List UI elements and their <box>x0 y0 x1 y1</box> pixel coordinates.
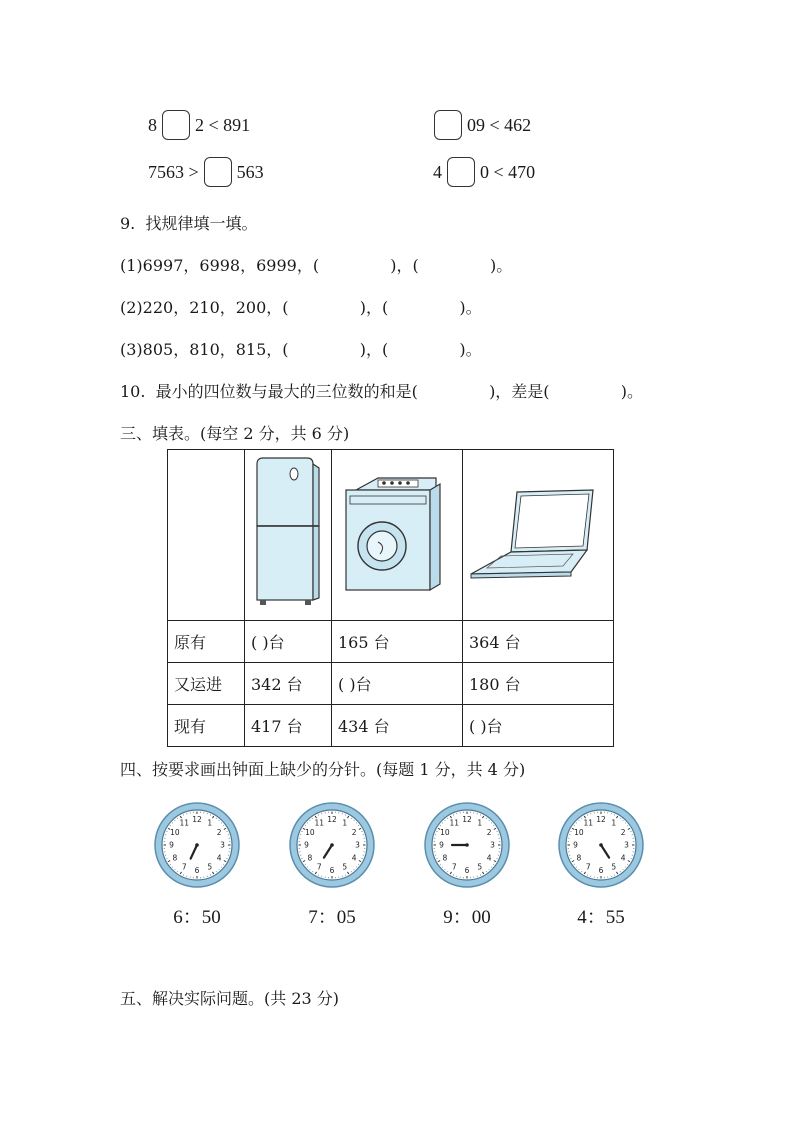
row-label: 现有 <box>168 705 245 747</box>
clock-number: 9 <box>439 840 444 850</box>
clock-face-icon[interactable] <box>152 800 242 890</box>
clock-number: 8 <box>442 853 448 863</box>
table-cell: 364 台 <box>463 621 614 663</box>
inequality-row2-left <box>148 157 264 187</box>
clock-number: 1 <box>477 818 483 828</box>
inequality-row1-left <box>148 110 250 140</box>
q9-item-2: (2)220，210，200，( )，( )。 <box>120 298 482 317</box>
section3-title: 三、填表。(每空 2 分，共 6 分) <box>120 424 350 443</box>
ineq-text: 563 <box>236 161 264 182</box>
clock-number: 6 <box>598 866 604 876</box>
clock-number: 2 <box>486 827 492 837</box>
ineq-text: 8 <box>148 114 157 135</box>
refrigerator-cell <box>245 450 332 621</box>
clock-item <box>422 800 512 929</box>
clock-face-icon[interactable] <box>287 800 377 890</box>
washing-machine-icon <box>332 450 462 616</box>
clock-number: 10 <box>170 827 180 837</box>
table-corner-cell <box>168 450 245 621</box>
table-cell: 165 台 <box>332 621 463 663</box>
clock-time-label: 9：00 <box>443 907 491 928</box>
clock-number: 5 <box>207 862 213 872</box>
clock-number: 1 <box>342 818 348 828</box>
clock-number: 9 <box>304 840 309 850</box>
clock-number: 10 <box>440 827 450 837</box>
clock-number: 12 <box>596 815 606 825</box>
clock-number: 11 <box>583 818 594 828</box>
inequality-row1-right <box>429 110 531 140</box>
clock-number: 9 <box>573 840 578 850</box>
q9-title: 9. 找规律填一填。 <box>120 214 258 233</box>
clock-number: 11 <box>449 818 460 828</box>
laptop-cell <box>463 450 614 621</box>
answer-box[interactable] <box>204 157 232 187</box>
clock-number: 7 <box>316 862 322 872</box>
clock-number: 2 <box>620 827 626 837</box>
clock-number: 10 <box>305 827 315 837</box>
clock-item <box>152 800 242 929</box>
clock-number: 12 <box>462 815 472 825</box>
clock-number: 8 <box>172 853 178 863</box>
clock-number: 6 <box>194 866 200 876</box>
clock-number: 4 <box>351 853 357 863</box>
clock-number: 3 <box>220 840 225 850</box>
table-row <box>168 621 614 663</box>
clock-number: 10 <box>574 827 584 837</box>
clock-number: 3 <box>355 840 360 850</box>
table-cell: 342 台 <box>245 663 332 705</box>
q9-item-1: (1)6997，6998，6999，( )，( )。 <box>120 256 513 275</box>
table-row <box>168 663 614 705</box>
table-cell[interactable]: ( )台 <box>463 705 614 747</box>
table-row <box>168 705 614 747</box>
clock-number: 11 <box>314 818 325 828</box>
answer-box[interactable] <box>162 110 190 140</box>
q9-item-3: (3)805，810，815，( )，( )。 <box>120 340 482 359</box>
ineq-text: 0 < 470 <box>480 161 536 182</box>
ineq-text: 4 <box>433 161 442 182</box>
table-cell[interactable]: ( )台 <box>332 663 463 705</box>
clock-number: 4 <box>620 853 626 863</box>
clock-center <box>195 843 199 847</box>
section5-title: 五、解决实际问题。(共 23 分) <box>120 989 340 1008</box>
clock-number: 5 <box>477 862 483 872</box>
clock-number: 7 <box>181 862 187 872</box>
table-cell: 417 台 <box>245 705 332 747</box>
clock-number: 4 <box>216 853 222 863</box>
clock-item <box>287 800 377 929</box>
clock-number: 2 <box>351 827 357 837</box>
q10-text: 10. 最小的四位数与最大的三位数的和是( )，差是( )。 <box>120 382 643 401</box>
clock-face-icon[interactable] <box>556 800 646 890</box>
clock-time-label: 6：50 <box>173 907 221 928</box>
answer-box[interactable] <box>434 110 462 140</box>
refrigerator-icon <box>245 450 331 616</box>
laptop-icon <box>463 450 613 616</box>
clock-center <box>599 843 603 847</box>
clock-number: 3 <box>624 840 629 850</box>
clock-number: 6 <box>464 866 470 876</box>
clock-number: 6 <box>329 866 335 876</box>
clock-number: 3 <box>490 840 495 850</box>
clock-number: 12 <box>327 815 337 825</box>
clock-number: 12 <box>192 815 202 825</box>
section4-title: 四、按要求画出钟面上缺少的分针。(每题 1 分，共 4 分) <box>120 760 526 779</box>
clock-number: 9 <box>169 840 174 850</box>
clock-number: 5 <box>611 862 617 872</box>
washing-machine-cell <box>332 450 463 621</box>
table-header-row <box>168 450 614 621</box>
fill-table <box>167 449 614 747</box>
clock-time-label: 4：55 <box>577 907 625 928</box>
clock-number: 11 <box>179 818 190 828</box>
clock-number: 5 <box>342 862 348 872</box>
clock-number: 8 <box>307 853 313 863</box>
clock-number: 2 <box>216 827 222 837</box>
clock-number: 7 <box>585 862 591 872</box>
clock-number: 4 <box>486 853 492 863</box>
clock-center <box>330 843 334 847</box>
clock-number: 1 <box>611 818 617 828</box>
clock-time-label: 7：05 <box>308 907 356 928</box>
row-label: 原有 <box>168 621 245 663</box>
clock-number: 7 <box>451 862 457 872</box>
ineq-text: 7563 > <box>148 161 199 182</box>
table-cell: 434 台 <box>332 705 463 747</box>
table-cell[interactable]: ( )台 <box>245 621 332 663</box>
clock-item <box>556 800 646 929</box>
answer-box[interactable] <box>447 157 475 187</box>
table-cell: 180 台 <box>463 663 614 705</box>
clock-number: 8 <box>576 853 582 863</box>
ineq-text: 09 < 462 <box>467 114 532 135</box>
inequality-row2-right <box>433 157 535 187</box>
clock-number: 1 <box>207 818 213 828</box>
clock-face-icon[interactable] <box>422 800 512 890</box>
ineq-text: 2 < 891 <box>195 114 251 135</box>
row-label: 又运进 <box>168 663 245 705</box>
clock-center <box>465 843 469 847</box>
